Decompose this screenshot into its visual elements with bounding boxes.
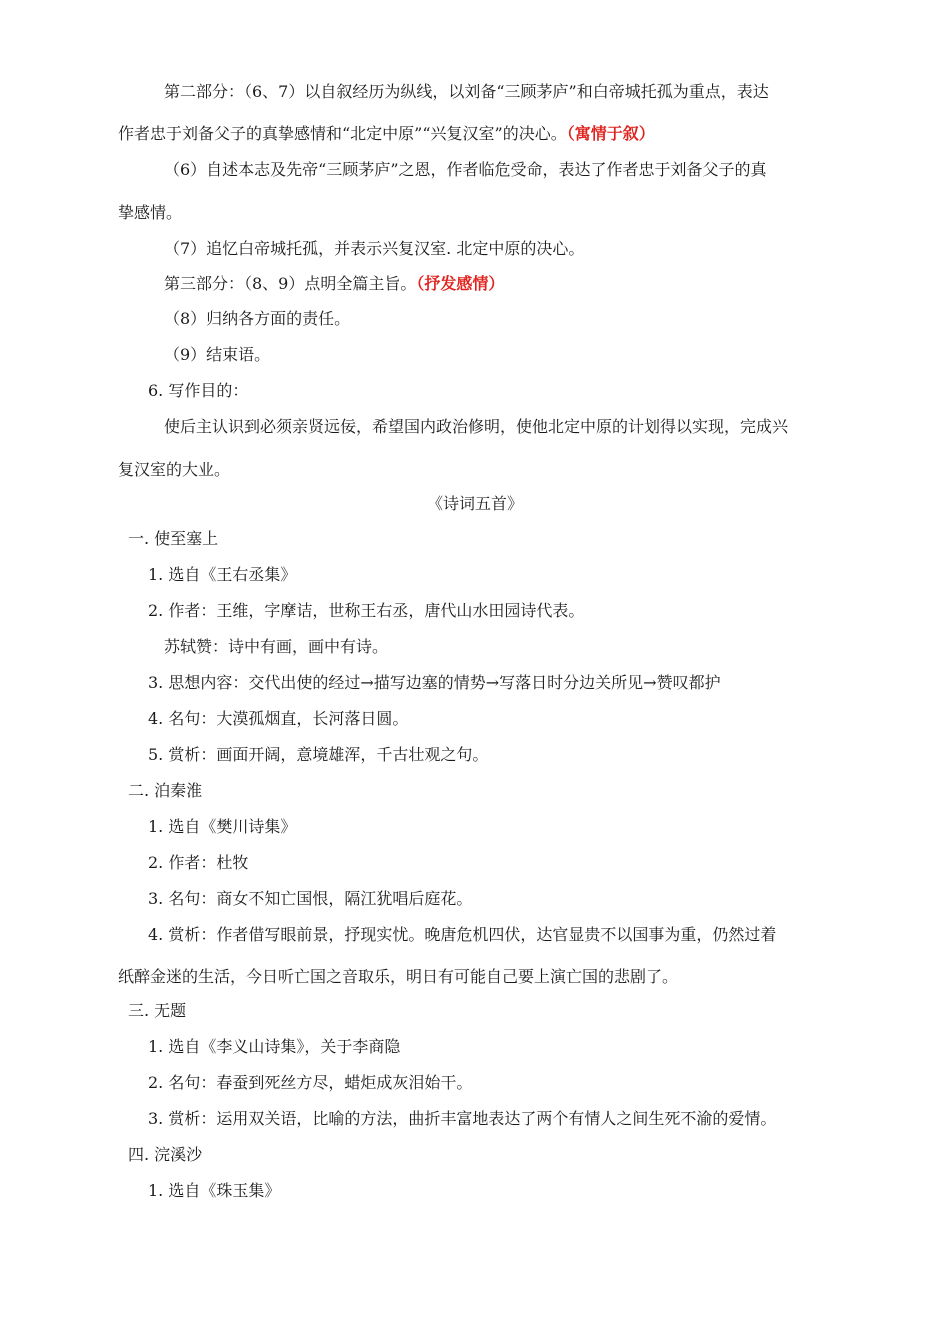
part2-intro-line2 (118, 124, 655, 144)
poem-item: 2. 作者：王维，字摩诘，世称王右丞，唐代山水田园诗代表。 (148, 601, 585, 620)
poem-heading: 二. 泊秦淮 (128, 781, 203, 800)
poem-item: 3. 赏析：运用双关语，比喻的方法，曲折丰富地表达了两个有情人之间生死不渝的爱情。 (148, 1109, 777, 1128)
poem-heading: 三. 无题 (128, 1001, 187, 1020)
poem-item: 4. 名句：大漠孤烟直，长河落日圆。 (148, 709, 409, 728)
paragraph-7: （7）追忆白帝城托孤，并表示兴复汉室. 北定中原的决心。 (164, 239, 585, 258)
poem-item: 纸醉金迷的生活，今日听亡国之音取乐，明日有可能自己要上演亡国的悲剧了。 (118, 967, 679, 986)
paragraph-6-line2: 挚感情。 (118, 203, 183, 222)
poem-item: 2. 作者：杜牧 (148, 853, 249, 872)
paragraph-8: （8）归纳各方面的责任。 (164, 309, 351, 328)
poem-item: 3. 名句：商女不知亡国恨，隔江犹唱后庭花。 (148, 889, 473, 908)
part2-intro-line1: 第二部分：（6、7）以自叙经历为纵线，以刘备“三顾茅庐”和白帝城托孤为重点，表达 (164, 82, 769, 101)
part3-intro (164, 274, 504, 294)
poem-item: 1. 选自《李义山诗集》，关于李商隐 (148, 1037, 401, 1056)
part2-intro-text: 作者忠于刘备父子的真挚感情和“北定中原”“兴复汉室”的决心。 (118, 124, 567, 143)
poem-heading: 四. 浣溪沙 (128, 1145, 203, 1164)
paragraph-9: （9）结束语。 (164, 345, 271, 364)
purpose-line2: 复汉室的大业。 (118, 460, 231, 479)
poem-item: 2. 名句：春蚕到死丝方尽，蜡炬成灰泪始干。 (148, 1073, 473, 1092)
paragraph-6-line1: （6）自述本志及先帝“三顾茅庐”之恩，作者临危受命，表达了作者忠于刘备父子的真 (164, 160, 767, 179)
poem-item: 1. 选自《王右丞集》 (148, 565, 297, 584)
part3-text: 第三部分：（8、9）点明全篇主旨。 (164, 274, 417, 293)
poem-item: 1. 选自《樊川诗集》 (148, 817, 297, 836)
poem-item: 5. 赏析：画面开阔，意境雄浑，千古壮观之句。 (148, 745, 489, 764)
part3-tag: （抒发感情） (416, 274, 505, 293)
section-title: 《诗词五首》 (427, 494, 524, 513)
poem-item: 4. 赏析：作者借写眼前景，抒现实忧。晚唐危机四伏，达官显贵不以国事为重，仍然过着 (148, 925, 777, 944)
poem-item: 苏轼赞：诗中有画，画中有诗。 (164, 637, 389, 656)
poem-heading: 一. 使至塞上 (128, 529, 219, 548)
part2-tag: （寓情于叙） (566, 124, 655, 143)
poem-item: 1. 选自《珠玉集》 (148, 1181, 281, 1200)
poem-item: 3. 思想内容：交代出使的经过→描写边塞的情势→写落日时分边关所见→赞叹都护 (148, 673, 721, 692)
purpose-heading: 6. 写作目的： (148, 381, 249, 400)
purpose-line1: 使后主认识到必须亲贤远佞，希望国内政治修明，使他北定中原的计划得以实现，完成兴 (164, 417, 789, 436)
